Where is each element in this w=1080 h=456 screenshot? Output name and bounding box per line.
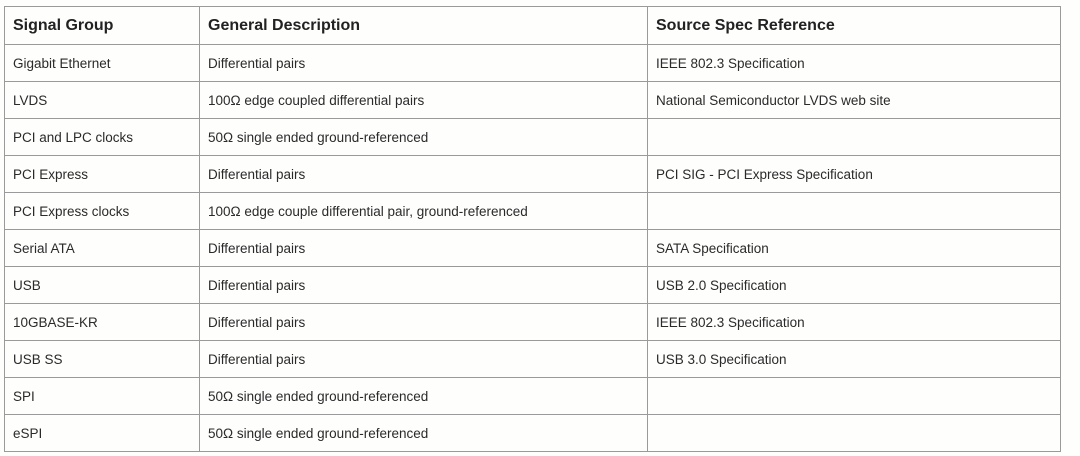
- cell-description: 50Ω single ended ground-referenced: [200, 119, 648, 156]
- table-row: [5, 82, 1061, 119]
- cell-signal-group: USB: [5, 267, 200, 304]
- cell-signal-group: PCI Express: [5, 156, 200, 193]
- header-signal-group: Signal Group: [5, 7, 200, 45]
- cell-description: 50Ω single ended ground-referenced: [200, 378, 648, 415]
- cell-description: Differential pairs: [200, 341, 648, 378]
- cell-signal-group: Serial ATA: [5, 230, 200, 267]
- cell-spec-reference: IEEE 802.3 Specification: [648, 45, 1061, 82]
- cell-signal-group: USB SS: [5, 341, 200, 378]
- table-row: [5, 119, 1061, 156]
- header-general-description: General Description: [200, 7, 648, 45]
- cell-signal-group: eSPI: [5, 415, 200, 452]
- cell-signal-group: LVDS: [5, 82, 200, 119]
- cell-description: Differential pairs: [200, 230, 648, 267]
- cell-spec-reference: IEEE 802.3 Specification: [648, 304, 1061, 341]
- cell-spec-reference: [648, 378, 1061, 415]
- cell-description: 100Ω edge coupled differential pairs: [200, 82, 648, 119]
- cell-description: Differential pairs: [200, 156, 648, 193]
- cell-spec-reference: USB 3.0 Specification: [648, 341, 1061, 378]
- header-source-spec-reference: Source Spec Reference: [648, 7, 1061, 45]
- table-row: [5, 193, 1061, 230]
- table-row: [5, 156, 1061, 193]
- cell-signal-group: PCI and LPC clocks: [5, 119, 200, 156]
- table-row: [5, 378, 1061, 415]
- table-row: [5, 415, 1061, 452]
- cell-description: 100Ω edge couple differential pair, ground-referenced: [200, 193, 648, 230]
- table-row: [5, 341, 1061, 378]
- table-row: [5, 45, 1061, 82]
- cell-spec-reference: National Semiconductor LVDS web site: [648, 82, 1061, 119]
- cell-spec-reference: [648, 415, 1061, 452]
- table-row: [5, 304, 1061, 341]
- cell-spec-reference: USB 2.0 Specification: [648, 267, 1061, 304]
- cell-signal-group: PCI Express clocks: [5, 193, 200, 230]
- table-row: [5, 230, 1061, 267]
- table-header-row: [5, 7, 1061, 45]
- cell-description: Differential pairs: [200, 267, 648, 304]
- cell-spec-reference: [648, 193, 1061, 230]
- cell-signal-group: SPI: [5, 378, 200, 415]
- signal-group-table: [4, 6, 1061, 452]
- cell-spec-reference: PCI SIG - PCI Express Specification: [648, 156, 1061, 193]
- table-row: [5, 267, 1061, 304]
- cell-signal-group: 10GBASE-KR: [5, 304, 200, 341]
- cell-spec-reference: SATA Specification: [648, 230, 1061, 267]
- cell-description: 50Ω single ended ground-referenced: [200, 415, 648, 452]
- cell-description: Differential pairs: [200, 304, 648, 341]
- cell-signal-group: Gigabit Ethernet: [5, 45, 200, 82]
- cell-spec-reference: [648, 119, 1061, 156]
- cell-description: Differential pairs: [200, 45, 648, 82]
